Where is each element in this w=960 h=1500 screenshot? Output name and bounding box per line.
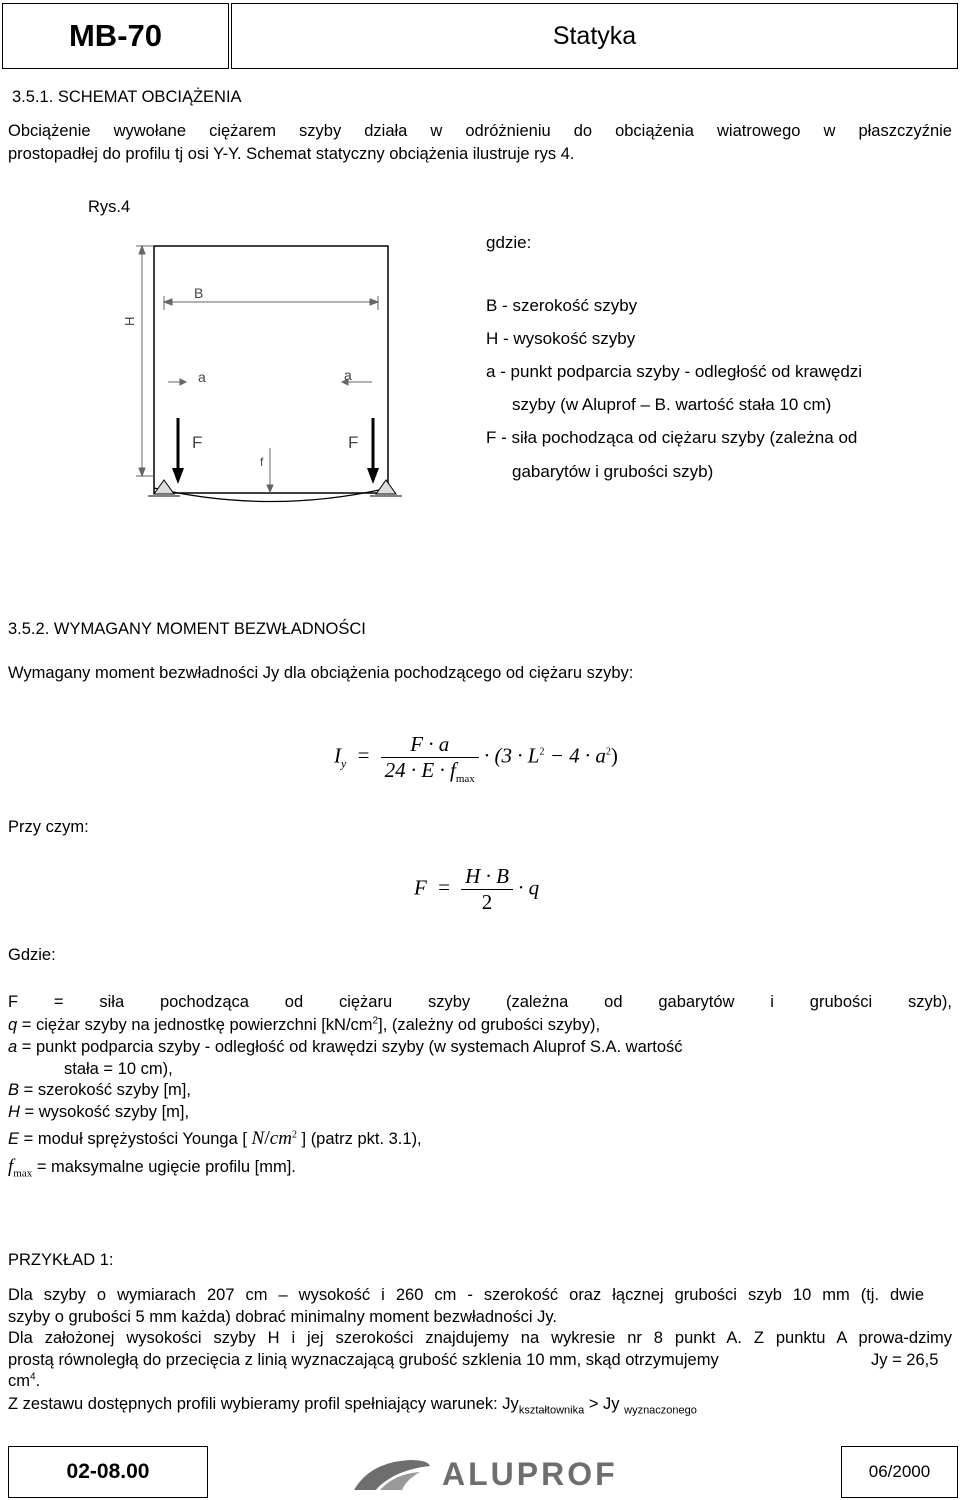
definition-subscript: max [13, 1167, 33, 1180]
paragraph-line: Obciążenie wywołane ciężarem szyby działa w odróżnieniu do obciążenia wiatrowego w płaszczyźnie [8, 122, 952, 140]
document-title: Statyka [231, 3, 958, 69]
definition-text: = ciężar szyby na jednostkę powierzchni [kN/cm [17, 1016, 373, 1034]
formula-symbol: I [334, 743, 341, 768]
unit-sup: 2 [291, 1129, 297, 1141]
formula-fraction [381, 732, 479, 786]
section-intro: Wymagany moment bezwładności Jy dla obciążenia pochodzącego od ciężaru szyby: [8, 664, 634, 682]
example-text: Z zestawu dostępnych profili wybieramy profil spełniający warunek: Jy [8, 1395, 519, 1413]
deflection-dimension [267, 448, 273, 492]
section-heading-moment: 3.5.2. WYMAGANY MOMENT BEZWŁADNOŚCI [8, 620, 366, 638]
force-label-F-left: F [192, 433, 203, 452]
legend-line: gabarytów i grubości szyb) [512, 462, 714, 481]
dimension-label-a-left: a [198, 369, 206, 385]
example-heading: PRZYKŁAD 1: [8, 1251, 114, 1269]
aluprof-logo [350, 1454, 618, 1494]
example-condition [8, 1393, 697, 1416]
formula-symbol: F [414, 875, 427, 900]
formula-numerator: F · a [410, 732, 450, 756]
definition-F: F = siła pochodząca od ciężaru szyby (zależna od gabarytów i grubości szyb), [8, 993, 952, 1011]
dimension-label-B: B [194, 285, 204, 301]
formula-sup: 2 [539, 746, 545, 758]
example-line: Dla założonej wysokości szyby H i jej szerokości znajdujemy na wykresie nr 8 punkt A. Z punktu A prowa-dzimy [8, 1329, 952, 1347]
example-line: Dla szyby o wymiarach 207 cm – wysokość i 260 cm - szerokość oraz łącznej grubości szyb 10 mm (tj. dwie [8, 1286, 924, 1304]
example-line [8, 1370, 40, 1393]
formula-rhs: · q [518, 875, 540, 900]
legend-line: B - szerokość szyby [486, 296, 638, 315]
dimension-label-a-right: a [344, 367, 352, 383]
definition-fmax [8, 1155, 296, 1179]
formula-numerator: H · B [465, 864, 509, 888]
example-sub: kształtownika [518, 1404, 585, 1417]
legend-line: a - punkt podparcia szyby - odległość od krawędzi [486, 362, 863, 381]
definition-text: = moduł sprężystości Younga [ [19, 1130, 252, 1148]
definition-text: ] (patrz pkt. 3.1), [296, 1130, 422, 1148]
height-dimension [136, 246, 154, 476]
force-arrow-left [172, 418, 184, 484]
example-sup: 4 [30, 1371, 36, 1383]
deflection-label-f: f [260, 455, 264, 469]
definition-variable: f [8, 1156, 14, 1177]
formula-denominator: 2 [461, 889, 513, 915]
document-code: MB-70 [2, 3, 229, 69]
definition-text: = punkt podparcia szyby - odległość od krawędzi szyby (w systemach Aluprof S.A. wartość [17, 1038, 683, 1056]
przy-czym-label: Przy czym: [8, 818, 89, 836]
definition-variable: a [8, 1038, 18, 1056]
aluprof-logo-text: ALUPROF [442, 1455, 618, 1492]
definition-variable: E [8, 1130, 20, 1148]
example-period: . [35, 1372, 41, 1390]
aluprof-logo-mark [350, 1456, 432, 1492]
unit-denominator: cm [269, 1128, 292, 1149]
formula-equals: = [438, 875, 450, 900]
definition-text: = szerokość szyby [m], [19, 1081, 191, 1099]
unit-numerator: N [251, 1128, 265, 1149]
definition-E: E = moduł sprężystości Younga [ $N/cm^2$ ] (patrz pkt. 3.1), [8, 1127, 422, 1149]
definition-sup: 2 [372, 1015, 379, 1027]
formula-denominator-main: 24 · E · f [384, 758, 456, 782]
load-scheme-diagram [120, 230, 420, 510]
figure-label: Rys.4 [88, 198, 131, 216]
formula-force [414, 864, 539, 915]
formula-sup: 2 [605, 746, 611, 758]
dimension-label-H: H [122, 316, 137, 326]
formula-rhs-mid: − 4 · a [544, 743, 606, 768]
formula-subscript: y [341, 756, 347, 771]
definition-a-continued: stała = 10 cm), [64, 1060, 173, 1078]
definition-variable: B [8, 1081, 20, 1099]
force-label-F-right: F [348, 433, 359, 452]
formula-denominator-sub: max [455, 773, 475, 786]
footer-code: 02-08.00 [8, 1446, 208, 1498]
formula-equals: = [357, 743, 370, 768]
formula-moment-of-inertia [334, 732, 618, 786]
definition-variable: H [8, 1103, 20, 1121]
definition-text: = maksymalne ugięcie profilu [mm]. [32, 1158, 296, 1176]
section-heading-schemat: 3.5.1. SCHEMAT OBCIĄŻENIA [12, 88, 242, 106]
example-unit: cm [8, 1372, 30, 1390]
example-line: prostą równoległą do przecięcia z linią wyznaczającą grubość szklenia 10 mm, skąd otrzymujemy [8, 1351, 719, 1369]
formula-rhs-close: ) [610, 743, 618, 768]
definition-H [8, 1101, 189, 1124]
definition-q [8, 1014, 600, 1037]
example-line: szyby o grubości 5 mm każda) dobrać minimalny moment bezwładności Jy. [8, 1308, 557, 1326]
definition-a [8, 1036, 683, 1059]
legend-line: F - siła pochodząca od ciężaru szyby (zależna od [486, 428, 858, 447]
definition-text: ], (zależny od grubości szyby), [378, 1016, 601, 1034]
paragraph-line: prostopadłej do profilu tj osi Y-Y. Schemat statyczny obciążenia ilustruje rys 4. [8, 145, 575, 163]
formula-fraction [461, 864, 513, 915]
definition-text: = wysokość szyby [m], [19, 1103, 190, 1121]
gdzie-label: Gdzie: [8, 946, 56, 964]
legend-title: gdzie: [486, 233, 532, 252]
example-text: > Jy [584, 1395, 625, 1413]
formula-rhs-open: · (3 · L [484, 743, 540, 768]
definition-B [8, 1079, 191, 1102]
glass-pane-outline [154, 246, 388, 493]
force-arrow-right [367, 418, 379, 484]
example-result: Jy = 26,5 [871, 1351, 939, 1369]
formula-denominator [381, 757, 479, 786]
legend-line: H - wysokość szyby [486, 329, 636, 348]
example-sub: wyznaczonego [624, 1404, 697, 1417]
legend-line: szyby (w Aluprof – B. wartość stała 10 cm) [512, 395, 832, 414]
definition-variable: q [8, 1016, 18, 1034]
footer-date: 06/2000 [841, 1446, 958, 1498]
